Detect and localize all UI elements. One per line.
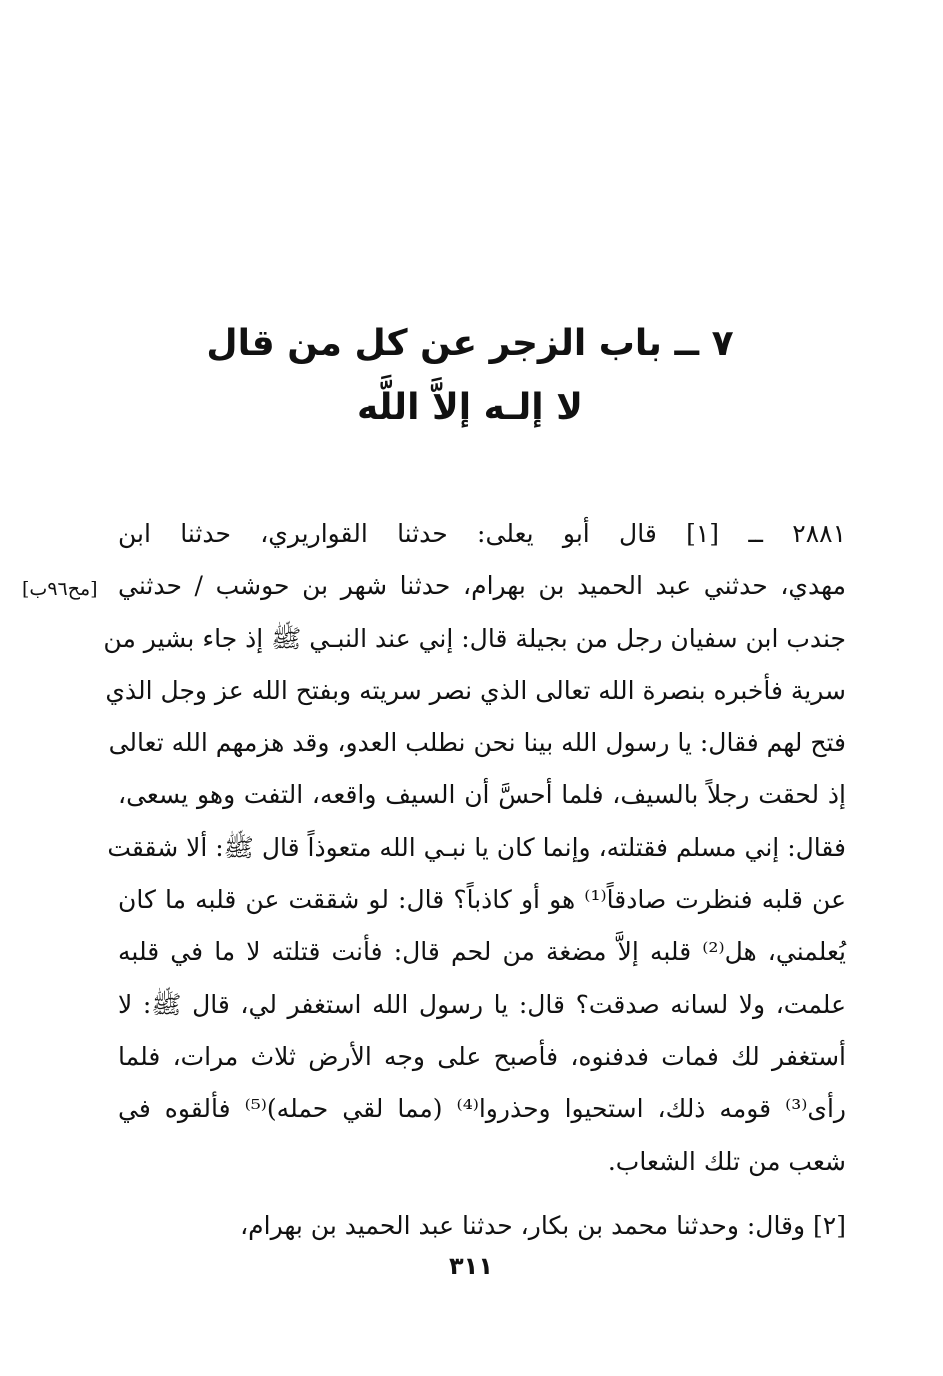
page-number: ٣١١: [449, 1252, 493, 1280]
text-line: فقال: إني مسلم فقتلته، وإنما كان يا نبـي الله متعوذاً قال ﷺ: ألا شققت: [107, 832, 846, 862]
text-line: عن قلبه فنظرت صادقاً⁽¹⁾ هو أو كاذباً؟ قال: لو شققت عن قلبه ما كان: [118, 885, 846, 915]
text-line: [٢] وقال: وحدثنا محمد بن بكار، حدثنا عبد الحميد بن بهرام،: [240, 1210, 846, 1240]
text-line: إذ لحقت رجلاً بالسيف، فلما أحسَّ أن السيف واقعه، التفت وهو يسعى،: [118, 780, 846, 810]
hadith-text: [103, 508, 847, 1252]
chapter-title: [150, 312, 790, 440]
text-line: أستغفر لك فمات فدفنوه، فأصبح على وجه الأرض ثلاث مرات، فلما: [118, 1041, 846, 1071]
text-line: سرية فأخبره بنصرة الله تعالى الذي نصر سريته وبفتح الله عز وجل الذي: [105, 675, 846, 705]
margin-manuscript-reference: [مح٩٦ب]: [22, 578, 98, 600]
text-line: ٢٨٨١ ــ [١] قال أبو يعلى: حدثنا القواريري، حدثنا ابن: [118, 519, 846, 548]
text-line: يُعلمني، هل⁽²⁾ قلبه إلاَّ مضغة من لحم قال: فأنت قتلته لا ما في قلبه: [118, 937, 847, 967]
text-line: رأى⁽³⁾ قومه ذلك، استحيوا وحذروا⁽⁴⁾ (مما لقي حمله)⁽⁵⁾ فألقوه في: [118, 1094, 846, 1124]
text-line: شعب من تلك الشعاب.: [607, 1146, 846, 1176]
chapter-title-line-1: ٧ ــ باب الزجر عن كل من قال: [206, 323, 734, 364]
chapter-title-line-2: لا إلـه إلاَّ اللَّه: [357, 387, 583, 428]
text-line: جندب ابن سفيان رجل من بجيلة قال: إني عند النبـي ﷺ إذ جاء بشير من: [103, 623, 846, 653]
text-line: مهدي، حدثني عبد الحميد بن بهرام، حدثنا شهر بن حوشب / حدثني: [118, 571, 846, 601]
text-line: علمت، ولا لسانه صدقت؟ قال: يا رسول الله استغفر لي، قال ﷺ: لا: [118, 989, 846, 1019]
text-line: فتح لهم فقال: يا رسول الله بينا نحن نطلب العدو، وقد هزمهم الله تعالى: [108, 728, 846, 758]
